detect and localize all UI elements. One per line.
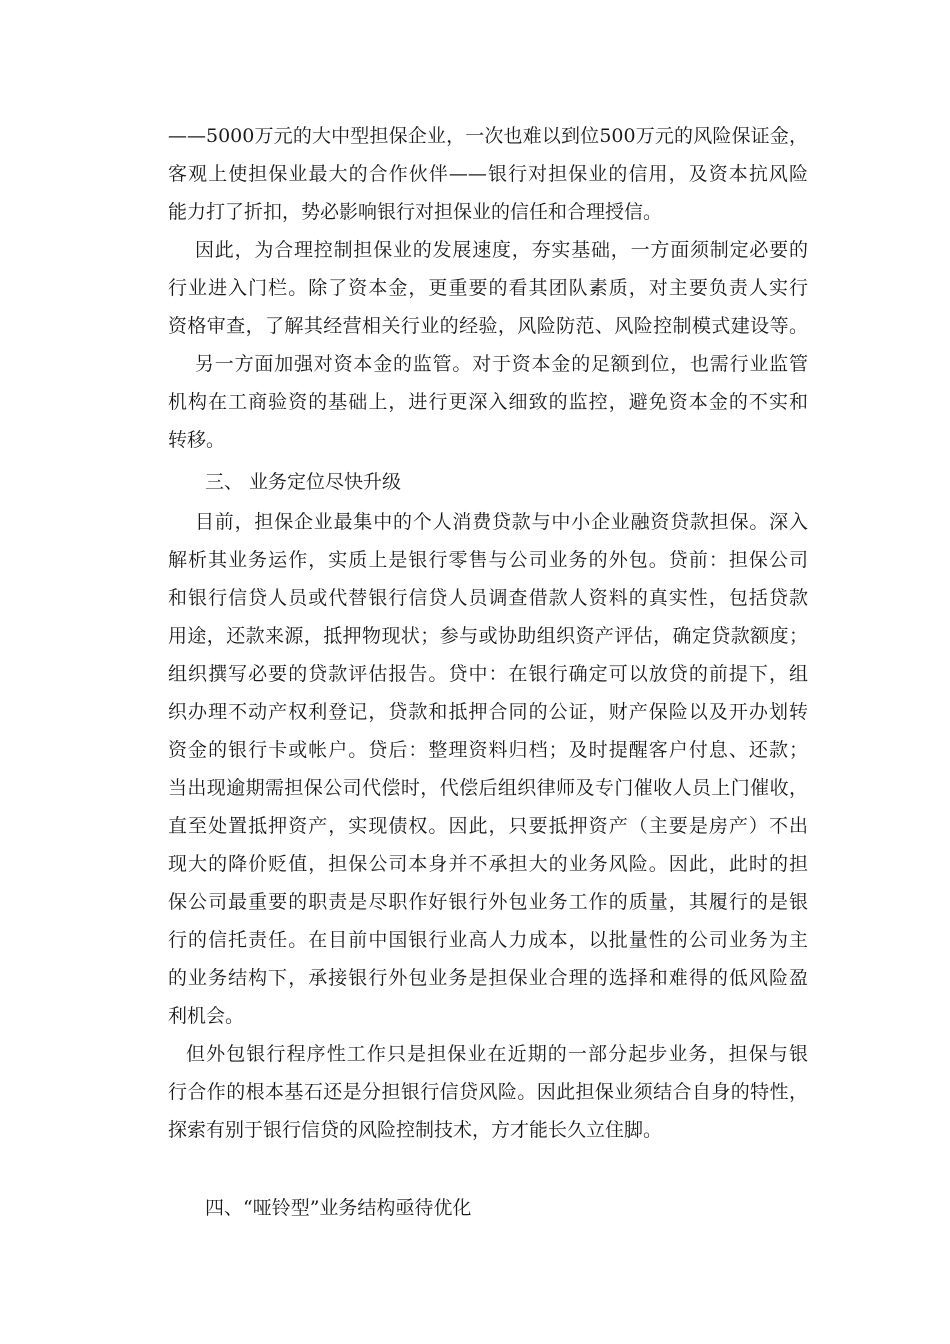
paragraph-3-line-1: 另一方面加强对资本金的监管。对于资本金的足额到位，也需行业监管 xyxy=(195,353,808,375)
paragraph-2-line-2: 行业进入门栏。除了资本金，更重要的看其团队素质，对主要负责人实行 xyxy=(168,277,808,299)
paragraph-4-line-13: 的业务结构下，承接银行外包业务是担保业合理的选择和难得的低风险盈 xyxy=(168,967,808,989)
paragraph-5-line-3: 探索有别于银行信贷的风险控制技术，方才能长久立住脚。 xyxy=(168,1119,663,1141)
paragraph-4-line-12: 行的信托责任。在目前中国银行业高人力成本，以批量性的公司业务为主 xyxy=(168,929,808,951)
paragraph-4-line-6: 织办理不动产权利登记，贷款和抵押合同的公证，财产保险以及开办划转 xyxy=(168,701,808,723)
section-heading-4: 四、“哑铃型”业务结构亟待优化 xyxy=(205,1197,472,1219)
paragraph-4-line-3: 和银行信贷人员或代替银行信贷人员调查借款人资料的真实性，包括贷款 xyxy=(168,587,808,609)
paragraph-4-line-11: 保公司最重要的职责是尽职作好银行外包业务工作的质量，其履行的是银 xyxy=(168,891,808,913)
paragraph-4-line-7: 资金的银行卡或帐户。贷后：整理资料归档；及时提醒客户付息、还款； xyxy=(168,739,808,761)
paragraph-4-line-14: 利机会。 xyxy=(168,1005,245,1027)
paragraph-1-line-2: 客观上使担保业最大的合作伙伴——银行对担保业的信用，及资本抗风险 xyxy=(168,163,808,185)
paragraph-4-line-5: 组织撰写必要的贷款评估报告。贷中：在银行确定可以放贷的前提下，组 xyxy=(168,663,808,685)
paragraph-5-line-1: 但外包银行程序性工作只是担保业在近期的一部分起步业务，担保与银 xyxy=(186,1043,808,1065)
paragraph-4-line-9: 直至处置抵押资产，实现债权。因此，只要抵押资产（主要是房产）不出 xyxy=(168,815,808,837)
paragraph-1-line-3: 能力打了折扣，势必影响银行对担保业的信任和合理授信。 xyxy=(168,201,663,223)
paragraph-4-line-2: 解析其业务运作，实质上是银行零售与公司业务的外包。贷前：担保公司 xyxy=(168,549,808,571)
paragraph-4-line-4: 用途，还款来源，抵押物现状；参与或协助组织资产评估，确定贷款额度； xyxy=(168,625,808,647)
paragraph-4-line-8: 当出现逾期需担保公司代偿时，代偿后组织律师及专门催收人员上门催收， xyxy=(168,777,808,799)
paragraph-1-line-1: ——5000万元的大中型担保企业，一次也难以到位500万元的风险保证金， xyxy=(168,125,808,147)
paragraph-5-line-2: 行合作的根本基石还是分担银行信贷风险。因此担保业须结合自身的特性， xyxy=(168,1081,808,1103)
paragraph-2-line-1: 因此，为合理控制担保业的发展速度，夯实基础，一方面须制定必要的 xyxy=(195,239,808,261)
paragraph-4-line-1: 目前，担保企业最集中的个人消费贷款与中小企业融资贷款担保。深入 xyxy=(195,511,808,533)
paragraph-3-line-2: 机构在工商验资的基础上，进行更深入细致的监控，避免资本金的不实和 xyxy=(168,391,808,413)
section-heading-3: 三、 业务定位尽快升级 xyxy=(205,471,402,493)
paragraph-3-line-3: 转移。 xyxy=(168,429,226,451)
paragraph-2-line-3: 资格审查，了解其经营相关行业的经验，风险防范、风险控制模式建设等。 xyxy=(168,315,808,337)
paragraph-4-line-10: 现大的降价贬值，担保公司本身并不承担大的业务风险。因此，此时的担 xyxy=(168,853,808,875)
